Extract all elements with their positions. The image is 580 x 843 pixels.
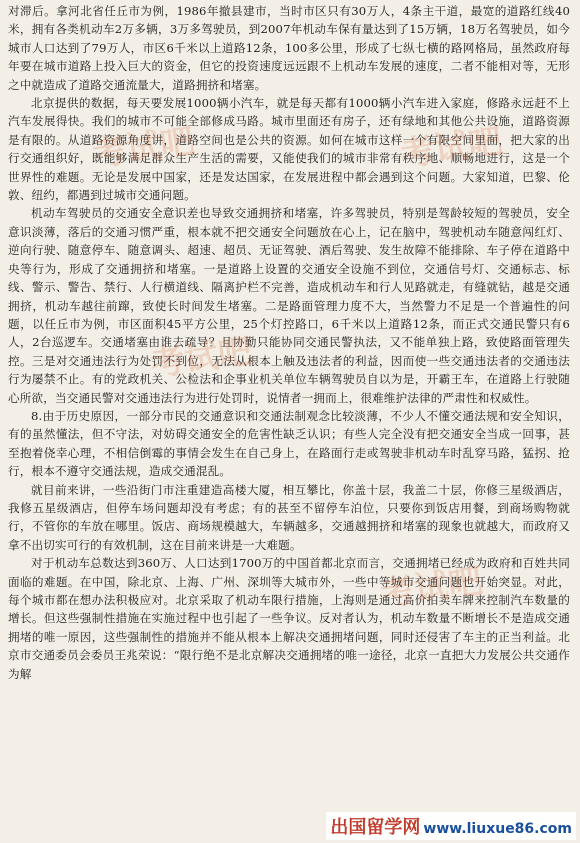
article-body	[8, 2, 570, 683]
paragraph-4: 8.由于历史原因，一部分市民的交通意识和交通法制观念比较淡薄，不少人不懂交通法规和安全知识，有的虽然懂法，但不守法，对妨碍交通安全的危害性缺乏认识；有些人完全没有把交通安全当成一回事，甚至抱着侥幸心理，不相信倒霉的事情会发生在自己身上，在路面行走或驾驶非机动车时乱穿马路，猛拐、抢行，根本不遵守交通法规，造成交通混乱。	[8, 408, 570, 479]
watermark-logo: 考试吧	[378, 561, 485, 615]
paragraph-2: 北京提供的数据，每天要发展1000辆小汽车，就是每天都有1000辆小汽车进入家庭，修路永远赶不上汽车发展得快。我们的城市不可能全部修成马路。城市里面还有房子，还有绿地和其他公共设施，道路资源是有限的。从道路资源角度讲，道路空间也是公共的资源。如何在城市这样一个有限空间里面，把大家的出行交通组织好，既能够满足群众生产生活的需要，又能使我们的城市非常有秩序地、顺畅地进行，这是一个世界性的难题。无论是发展中国家，还是发达国家，在发展进程中都会遇到这个问题。大家知道，巴黎、伦敦、纽约，都遇到过城市交通问题。	[8, 96, 570, 203]
site-footer-logo[interactable]	[326, 812, 576, 840]
watermark-logo: 考试吧	[148, 331, 255, 385]
paragraph-5: 就目前来讲，一些沿街门市注重建造高楼大厦，相互攀比，你盖十层，我盖二十层，你修三星级酒店，我修五星级酒店，但停车场问题却没有考虑；有的甚至不留停车泊位，只要你到饭店用餐，到商场购物就行，不管你的车放在哪里。饭店、商场规模越大，车辆越多，交通越拥挤和堵塞的现象也就越大，而政府又拿不出切实可行的有效机制，这在目前来讲是一大难题。	[8, 482, 570, 552]
site-url[interactable]: www.liuxue86.com	[423, 821, 572, 837]
watermark-logo: 考试吧	[398, 121, 505, 175]
watermark-logo: 考试吧	[90, 121, 197, 175]
site-brand: 出国留学网	[330, 817, 421, 838]
paragraph-1: 对滞后。拿河北省任丘市为例，1986年撤县建市，当时市区只有30万人，4条主干道，最宽的道路红线40米，拥有各类机动车2万多辆，3万多驾驶员，到2007年机动车保有量达到了15万辆，18万名驾驶员，如今城市人口达到了79万人，市区6千米以上道路12条，100多公里，形成了七纵七横的路网格局，虽然政府每年要在城市道路上投入巨大的资金，但它的投资速度远远跟不上机动车发展的速度，二者不能相对等，无形之中就造成了道路交通流量大，道路拥挤和堵塞。	[8, 4, 570, 92]
paragraph-6: 对于机动车总数达到360万、人口达到1700万的中国首都北京而言，交通拥堵已经成为政府和百姓共同面临的难题。在中国，除北京、上海、广州、深圳等大城市外，一些中等城市交通问题也开始突显。对此，每个城市都在想办法积极应对。北京采取了机动车限行措施，上海则是通过高价拍卖车牌来控制汽车数量的增长。但这些强制性措施在实施过程中也引起了一些争议。反对者认为，机动车数量不断增长不是造成交通拥堵的唯一原因，这些强制性的措施并不能从根本上解决交通拥堵问题，同时还侵害了车主的正当利益。北京市交通委员会委员王兆荣说：“限行绝不是北京解决交通拥堵的唯一途径，北京一直把大力发展公共交通作为解	[8, 556, 570, 681]
paragraph-3: 机动车驾驶员的交通安全意识差也导致交通拥挤和堵塞，许多驾驶员，特别是驾龄较短的驾驶员，安全意识淡薄，落后的交通习惯严重，根本就不把交通安全问题放在心上，记在脑中，驾驶机动车随意闯红灯、逆向行驶、随意停车、随意调头、超速、超员、无证驾驶、酒后驾驶、发生故障不能排除、车子停在道路中央等行为，形成了交通拥挤和堵塞。一是道路上设置的交通安全设施不到位，交通信号灯、交通标志、标线、警示、警告、禁行、人行横道线、隔离护栏不完善，造成机动车和行人见路就走，有缝就钻，越是交通拥挤，机动车越往前蹿，致使长时间发生堵塞。二是路面管理力度不大，当然警力不足是一个普遍性的问题，以任丘市为例，市区面积45平方公里，25个灯控路口，6千米以上道路12条，而正式交通民警只有6人，2台巡逻车。交通堵塞由谁去疏导？且协勤只能协同交通民警执法，又不能单独上路，致使路面管理失控。三是对交通违法行为处罚不到位，无法从根本上触及违法者的利益，因而使一些交通违法者的交通违法行为屡禁不止。有的党政机关、公检法和企事业机关单位车辆驾驶员自以为是，开霸王车，在道路上行驶随心所欲，当交通民警对交通违法行为进行处罚时，说情者一拥而上，很难维护法律的严肃性和权威性。	[8, 206, 570, 405]
